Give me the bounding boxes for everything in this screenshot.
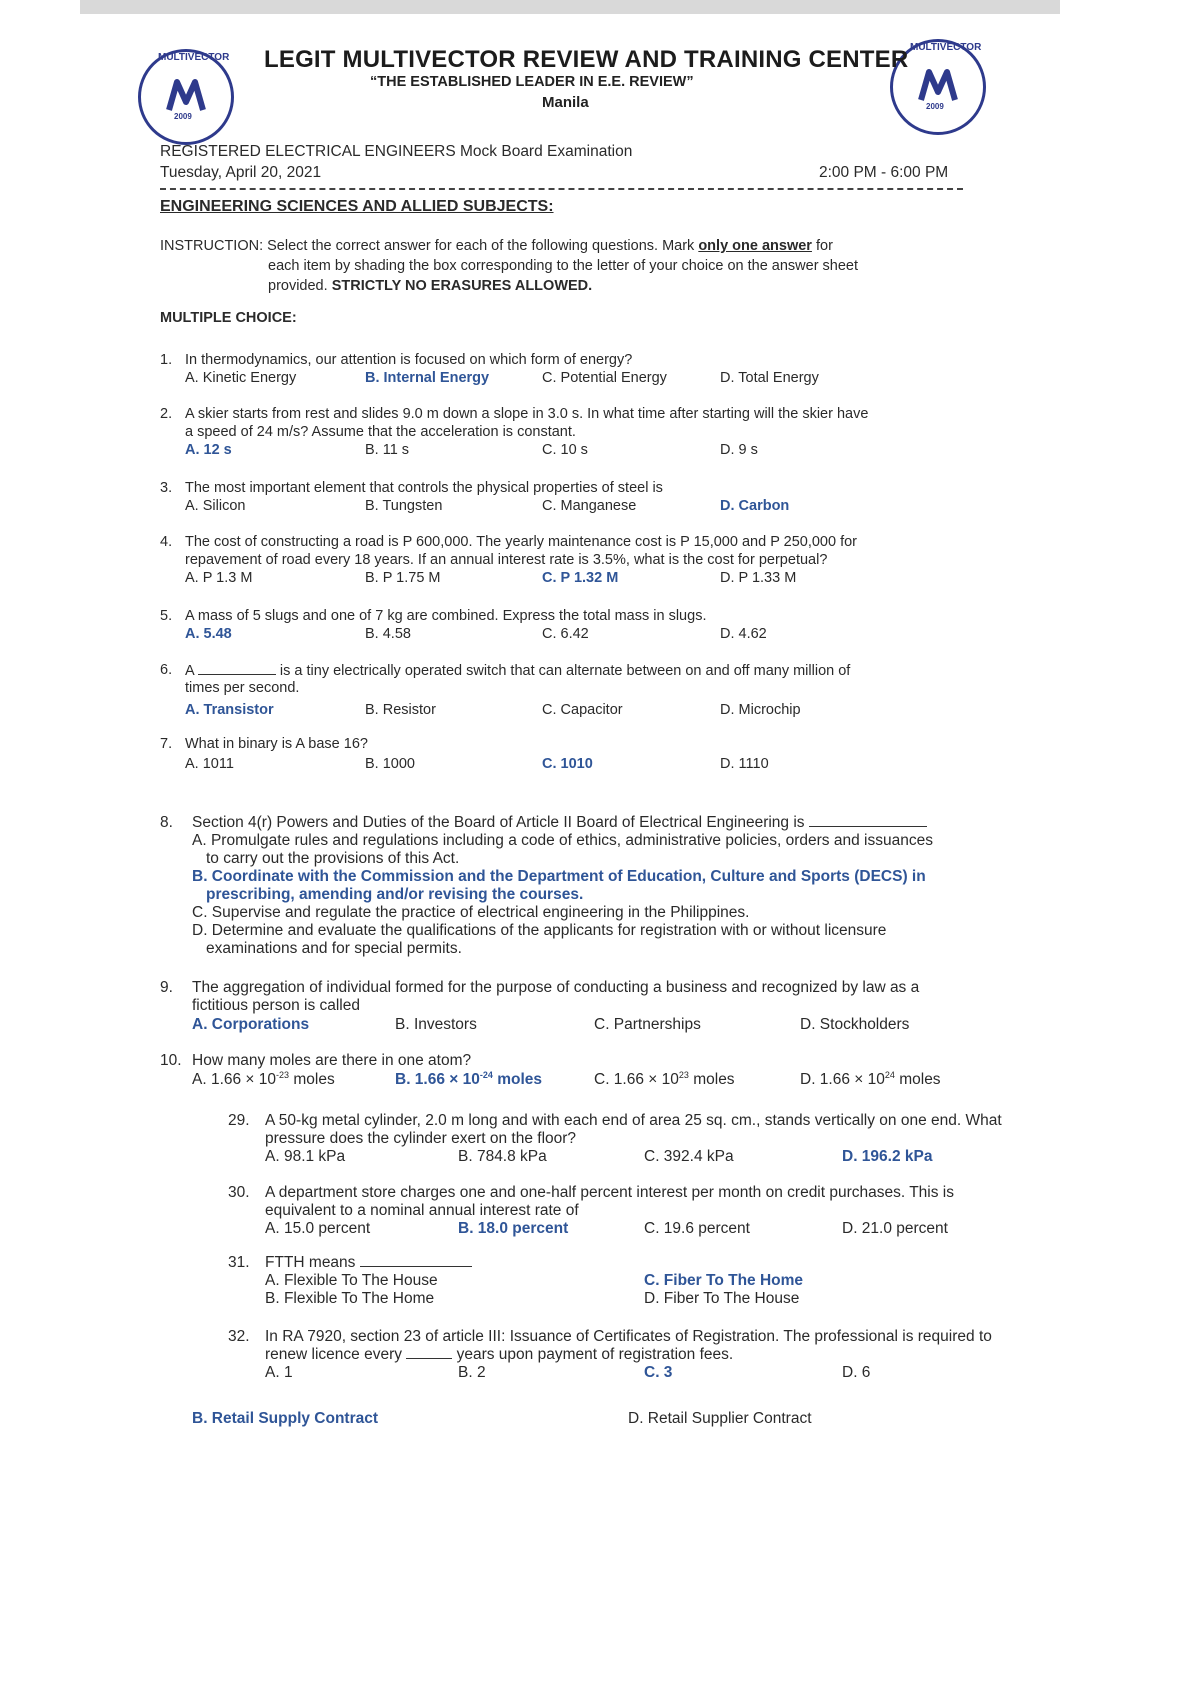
answer-option: A. 12 s xyxy=(185,442,232,458)
answer-option: C. Manganese xyxy=(542,498,637,514)
instruction-tail: for xyxy=(815,238,833,254)
option-unit: moles xyxy=(289,1071,335,1089)
answer-option: B. 2 xyxy=(458,1364,486,1381)
leftover-option-b: B. Retail Supply Contract xyxy=(192,1410,379,1427)
answer-option: C. Potential Energy xyxy=(542,370,667,386)
answer-option: A. Transistor xyxy=(185,702,274,718)
answer-option: prescribing, amending and/or revising the courses. xyxy=(206,886,584,903)
question-text xyxy=(185,662,850,679)
question-number: 3. xyxy=(160,480,173,496)
center-title: LEGIT MULTIVECTOR REVIEW AND TRAINING CENTER xyxy=(264,46,909,73)
answer-option: A. Promulgate rules and regulations including a code of ethics, administrative policies, orders and issuances xyxy=(192,832,933,849)
question-number: 8. xyxy=(160,814,173,831)
answer-option: A. 5.48 xyxy=(185,626,232,642)
answer-option: D. Microchip xyxy=(720,702,801,718)
logo-right-text: MULTIVECTOR xyxy=(910,42,982,53)
option-unit: moles xyxy=(894,1071,941,1089)
answer-option: C. 392.4 kPa xyxy=(644,1148,734,1165)
answer-option xyxy=(192,1070,335,1089)
question-text: How many moles are there in one atom? xyxy=(192,1052,472,1069)
question-text-part: A xyxy=(185,663,198,679)
question-text: times per second. xyxy=(185,680,300,696)
answer-option: C. 6.42 xyxy=(542,626,589,642)
answer-blank xyxy=(809,814,927,827)
question-number: 32. xyxy=(228,1328,250,1345)
option-exponent: -23 xyxy=(276,1070,290,1080)
question-number: 9. xyxy=(160,979,173,996)
answer-option: B. Flexible To The Home xyxy=(265,1290,435,1307)
answer-option: B. Tungsten xyxy=(365,498,443,514)
logo-left-year: 2009 xyxy=(174,112,192,121)
answer-option: A. Silicon xyxy=(185,498,246,514)
answer-option: A. 15.0 percent xyxy=(265,1220,371,1237)
answer-option: C. Fiber To The Home xyxy=(644,1272,804,1289)
option-base: B. 1.66 × 10 xyxy=(395,1071,480,1089)
answer-option: C. 19.6 percent xyxy=(644,1220,750,1237)
option-exponent: 24 xyxy=(884,1070,895,1080)
question-text: fictitious person is called xyxy=(192,997,360,1014)
answer-option: examinations and for special permits. xyxy=(206,940,462,957)
answer-option xyxy=(800,1070,941,1089)
exam-time: 2:00 PM - 6:00 PM xyxy=(819,164,949,181)
question-number: 6. xyxy=(160,662,173,678)
answer-option: A. Corporations xyxy=(192,1016,310,1033)
answer-option: A. 1011 xyxy=(185,756,234,772)
question-text xyxy=(265,1346,733,1364)
mc-heading: MULTIPLE CHOICE: xyxy=(160,310,297,326)
question-text: equivalent to a nominal annual interest rate of xyxy=(265,1202,579,1219)
answer-option: D. 4.62 xyxy=(720,626,767,642)
answer-option: to carry out the provisions of this Act. xyxy=(206,850,460,867)
question-text xyxy=(192,814,927,832)
question-number: 1. xyxy=(160,352,173,368)
school-logo-left xyxy=(138,49,234,145)
instruction-line3-b: STRICTLY NO ERASURES ALLOWED. xyxy=(331,278,593,294)
answer-blank xyxy=(360,1254,472,1267)
instruction-line2: each item by shading the box corresponding to the letter of your choice on the answer sheet xyxy=(268,258,859,274)
top-gray-bar xyxy=(80,0,1060,14)
instruction-line1 xyxy=(160,238,833,254)
question-text: In thermodynamics, our attention is focused on which form of energy? xyxy=(185,352,633,368)
logo-left-text: MULTIVECTOR xyxy=(158,52,230,63)
logo-right-year: 2009 xyxy=(926,102,944,111)
answer-option: D. Carbon xyxy=(720,498,790,514)
answer-option xyxy=(594,1070,735,1089)
answer-option: B. Investors xyxy=(395,1016,477,1033)
question-text: The cost of constructing a road is P 600,000. The yearly maintenance cost is P 15,000 and P 250,000 for xyxy=(185,534,857,550)
question-number: 4. xyxy=(160,534,173,550)
question-text: A 50-kg metal cylinder, 2.0 m long and with each end of area 25 sq. cm., stands vertically on one end. What xyxy=(265,1112,1002,1129)
tagline: “THE ESTABLISHED LEADER IN E.E. REVIEW” xyxy=(370,74,694,90)
question-text-part: FTTH means xyxy=(265,1254,360,1271)
question-number: 30. xyxy=(228,1184,250,1201)
answer-option: B. 11 s xyxy=(365,442,410,458)
answer-option: C. Supervise and regulate the practice of electrical engineering in the Philippines. xyxy=(192,904,750,921)
answer-option: D. 9 s xyxy=(720,442,758,458)
answer-option: C. Partnerships xyxy=(594,1016,701,1033)
question-text: What in binary is A base 16? xyxy=(185,736,368,752)
answer-option: A. Kinetic Energy xyxy=(185,370,297,386)
answer-blank xyxy=(406,1346,452,1359)
answer-option: B. 784.8 kPa xyxy=(458,1148,547,1165)
answer-option: D. 6 xyxy=(842,1364,871,1381)
question-text: repavement of road every 18 years. If an annual interest rate is 3.5%, what is the cost for perpetual? xyxy=(185,552,828,568)
question-number: 31. xyxy=(228,1254,250,1271)
question-text-part: is a tiny electrically operated switch that can alternate between on and off many million of xyxy=(275,663,851,679)
answer-option: D. Determine and evaluate the qualifications of the applicants for registration with or without licensure xyxy=(192,922,887,939)
answer-option: B. 1000 xyxy=(365,756,415,772)
question-text-part: Section 4(r) Powers and Duties of the Board of Article II Board of Electrical Engineering is xyxy=(192,814,809,831)
exam-date: Tuesday, April 20, 2021 xyxy=(160,164,322,181)
question-text: A mass of 5 slugs and one of 7 kg are combined. Express the total mass in slugs. xyxy=(185,608,707,624)
answer-option: B. 4.58 xyxy=(365,626,411,642)
answer-option: D. Stockholders xyxy=(800,1016,910,1033)
answer-option: A. Flexible To The House xyxy=(265,1272,438,1289)
instruction-line3-a: provided. xyxy=(268,278,328,294)
answer-option: A. 1 xyxy=(265,1364,293,1381)
question-text-part: years upon payment of registration fees. xyxy=(452,1346,734,1363)
answer-option: A. 98.1 kPa xyxy=(265,1148,346,1165)
answer-option: D. Fiber To The House xyxy=(644,1290,800,1307)
answer-option: A. P 1.3 M xyxy=(185,570,253,586)
answer-option: C. P 1.32 M xyxy=(542,570,619,586)
answer-option: B. 18.0 percent xyxy=(458,1220,569,1237)
question-text-part: renew licence every xyxy=(265,1346,407,1363)
instruction-line3 xyxy=(268,278,592,294)
answer-option: B. Coordinate with the Commission and the Department of Education, Culture and Sports (DECS) in xyxy=(192,868,926,885)
answer-option: D. 1110 xyxy=(720,756,769,772)
option-base: D. 1.66 × 10 xyxy=(800,1071,885,1089)
question-number: 2. xyxy=(160,406,173,422)
option-unit: moles xyxy=(688,1071,735,1089)
option-base: C. 1.66 × 10 xyxy=(594,1071,679,1089)
instruction-emphasis: only one answer xyxy=(698,238,812,254)
question-number: 7. xyxy=(160,736,173,752)
answer-option xyxy=(395,1070,542,1089)
m-logo-icon xyxy=(141,52,231,142)
answer-option: C. 3 xyxy=(644,1364,673,1381)
answer-option: C. Capacitor xyxy=(542,702,623,718)
question-number: 29. xyxy=(228,1112,250,1129)
option-exponent: -24 xyxy=(479,1070,493,1080)
question-text: The aggregation of individual formed for the purpose of conducting a business and recognized by law as a xyxy=(192,979,920,996)
leftover-option-d: D. Retail Supplier Contract xyxy=(628,1410,812,1427)
answer-option: D. 196.2 kPa xyxy=(842,1148,933,1165)
dashed-divider xyxy=(160,188,963,190)
answer-option: B. P 1.75 M xyxy=(365,570,441,586)
instruction-lead: INSTRUCTION: Select the correct answer for each of the following questions. Mark xyxy=(160,238,695,254)
question-text: A department store charges one and one-half percent interest per month on credit purchases. This is xyxy=(265,1184,954,1201)
section-heading: ENGINEERING SCIENCES AND ALLIED SUBJECTS: xyxy=(160,198,554,215)
question-text: The most important element that controls the physical properties of steel is xyxy=(185,480,663,496)
answer-option: C. 10 s xyxy=(542,442,588,458)
exam-sheet xyxy=(80,14,1060,1574)
answer-blank xyxy=(198,662,276,675)
question-text: pressure does the cylinder exert on the floor? xyxy=(265,1130,577,1147)
exam-name: REGISTERED ELECTRICAL ENGINEERS Mock Board Examination xyxy=(160,143,633,160)
option-exponent: 23 xyxy=(678,1070,689,1080)
answer-option: B. Resistor xyxy=(365,702,436,718)
question-number: 5. xyxy=(160,608,173,624)
question-text: In RA 7920, section 23 of article III: Issuance of Certificates of Registration. The professional is required to xyxy=(265,1328,992,1345)
answer-option: C. 1010 xyxy=(542,756,593,772)
question-text: a speed of 24 m/s? Assume that the acceleration is constant. xyxy=(185,424,576,440)
location: Manila xyxy=(542,94,589,111)
answer-option: D. Total Energy xyxy=(720,370,819,386)
option-base: A. 1.66 × 10 xyxy=(192,1071,277,1089)
question-text xyxy=(265,1254,472,1272)
question-number: 10. xyxy=(160,1052,182,1069)
answer-option: B. Internal Energy xyxy=(365,370,490,386)
option-unit: moles xyxy=(492,1071,543,1089)
question-text: A skier starts from rest and slides 9.0 m down a slope in 3.0 s. In what time after starting will the skier have xyxy=(185,406,869,422)
answer-option: D. P 1.33 M xyxy=(720,570,797,586)
answer-option: D. 21.0 percent xyxy=(842,1220,948,1237)
